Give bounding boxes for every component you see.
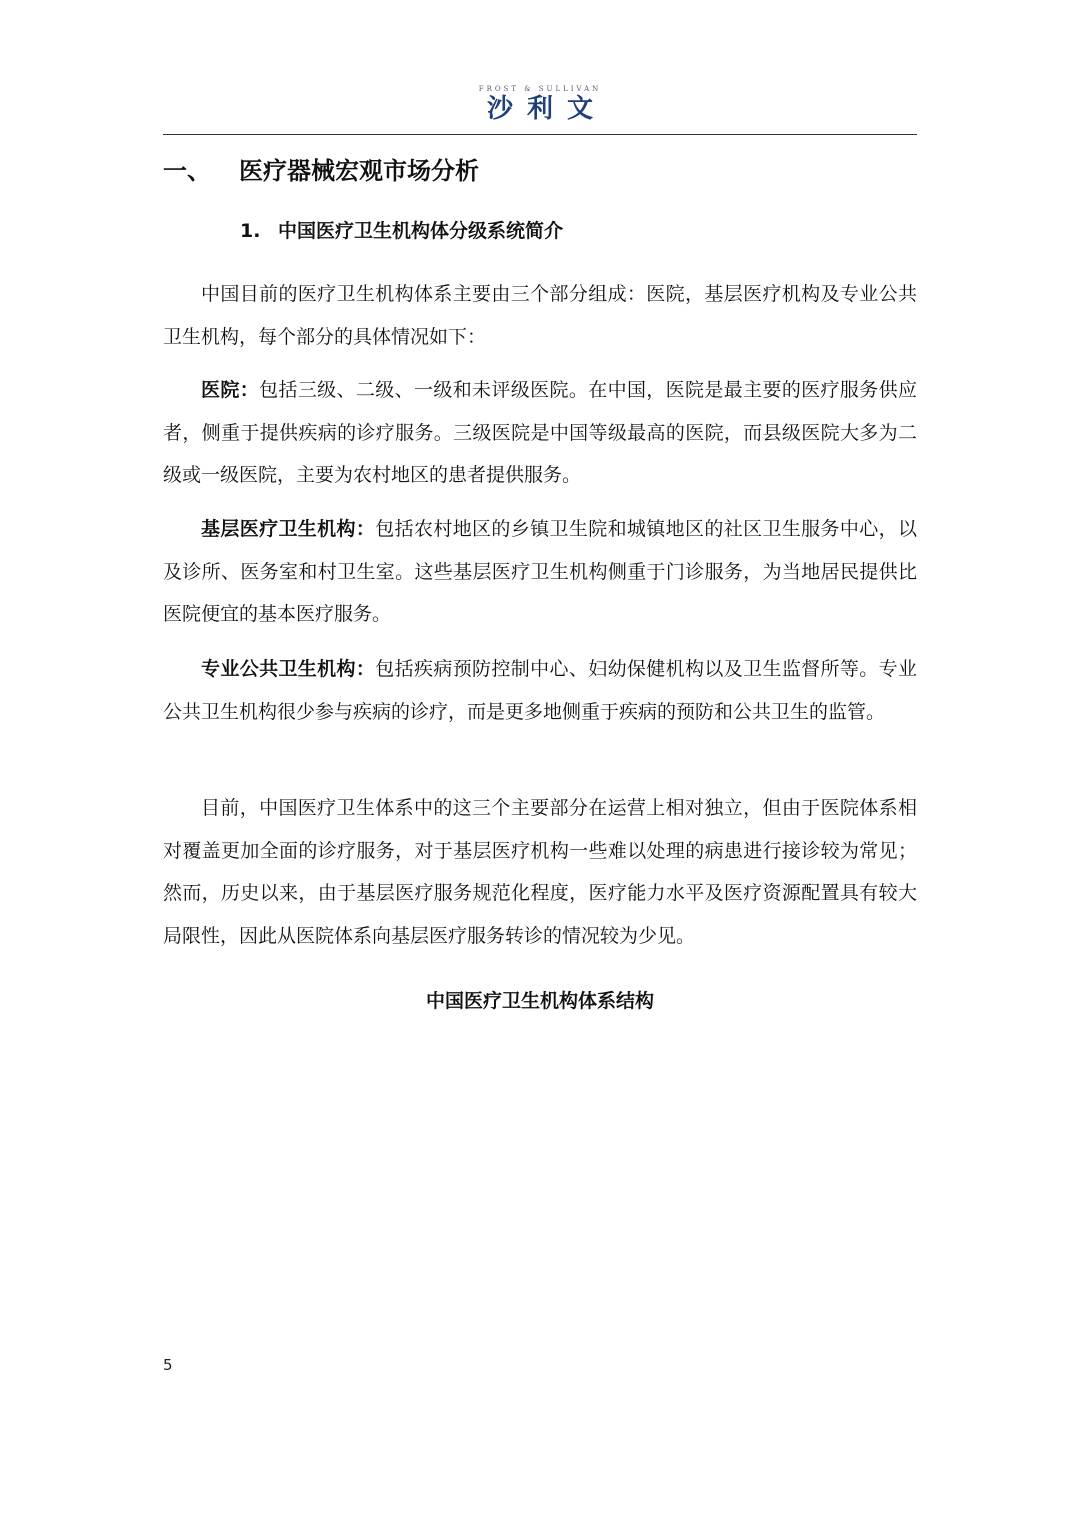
subsection-title: 中国医疗卫生机构体分级系统简介: [278, 220, 564, 242]
paragraph-hospitals: [163, 369, 917, 497]
paragraph-intro: [163, 273, 917, 358]
paragraph-text: 目前，中国医疗卫生体系中的这三个主要部分在运营上相对独立，但由于医院体系相对覆盖更加全面的诊疗服务，对于基层医疗机构一些难以处理的病患进行接诊较为常见；然而，历史以来，由于基层医疗服务规范化程度，医疗能力水平及医疗资源配置具有较大局限性，因此从医院体系向基层医疗服务转诊的情况较为少见。: [163, 797, 917, 947]
paragraph-lead: 基层医疗卫生机构：: [201, 518, 376, 540]
paragraph-primary-care: [163, 508, 917, 636]
paragraph-text: 包括三级、二级、一级和未评级医院。在中国，医院是最主要的医疗服务供应者，侧重于提供疾病的诊疗服务。三级医院是中国等级最高的医院，而县级医院大多为二级或一级医院，主要为农村地区的患者提供服务。: [163, 379, 917, 486]
paragraph-lead: 医院：: [201, 379, 260, 401]
paragraph-summary: [163, 787, 917, 957]
section-number: 一、: [163, 157, 211, 185]
paragraph-lead: 专业公共卫生机构：: [201, 658, 376, 680]
paragraph-public-health: [163, 648, 917, 733]
section-heading: [163, 154, 479, 188]
subsection-heading: [240, 216, 563, 246]
page-number: 5: [163, 1356, 173, 1374]
figure-caption: 中国医疗卫生机构体系结构: [425, 990, 654, 1012]
section-title: 医疗器械宏观市场分析: [239, 157, 479, 185]
paragraph-text: 包括疾病预防控制中心、妇幼保健机构以及卫生监督所等。专业公共卫生机构很少参与疾病的诊疗，而是更多地侧重于疾病的预防和公共卫生的监管。: [163, 658, 917, 723]
subsection-number: 1.: [240, 220, 261, 242]
frost-sullivan-logo: [440, 84, 640, 124]
header-divider: [163, 134, 917, 135]
paragraph-text: 包括农村地区的乡镇卫生院和城镇地区的社区卫生服务中心，以及诊所、医务室和村卫生室。这些基层医疗卫生机构侧重于门诊服务，为当地居民提供比医院便宜的基本医疗服务。: [163, 518, 917, 625]
logo-chinese-text: 沙利文: [486, 94, 607, 124]
logo-english-text: FROST & SULLIVAN: [478, 85, 602, 93]
paragraph-text: 中国目前的医疗卫生机构体系主要由三个部分组成：医院，基层医疗机构及专业公共卫生机构，每个部分的具体情况如下：: [163, 283, 917, 348]
